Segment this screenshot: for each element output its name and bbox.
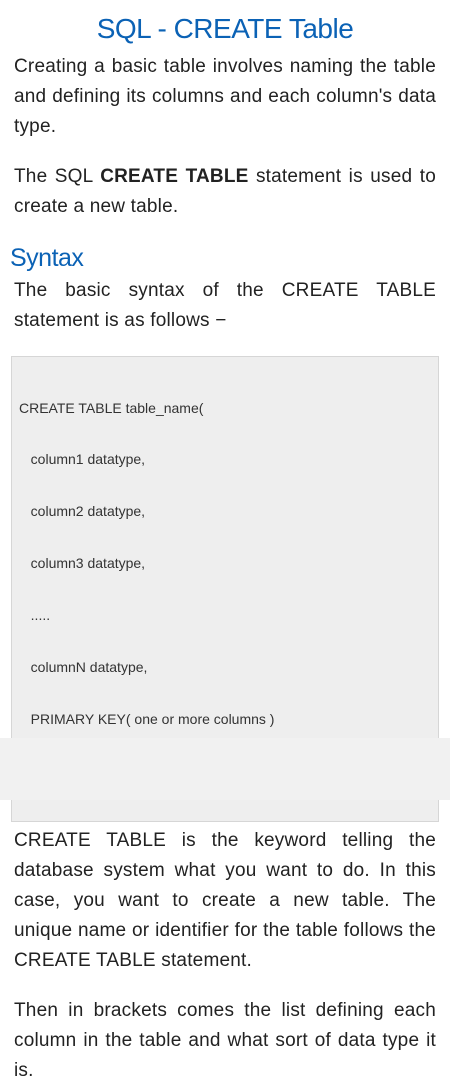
statement-keyword: CREATE TABLE bbox=[100, 166, 249, 187]
page-title: SQL - CREATE Table bbox=[96, 13, 354, 44]
syntax-heading: Syntax bbox=[10, 244, 84, 272]
statement-text-after: statement is used to create a new table. bbox=[14, 166, 436, 217]
syntax-intro-paragraph: The basic syntax of the CREATE TABLE statement is as follows − bbox=[14, 280, 436, 331]
code-line: ..... bbox=[19, 607, 51, 624]
code-line: column3 datatype, bbox=[19, 555, 146, 572]
bottom-bar bbox=[0, 738, 450, 800]
code-line: PRIMARY KEY( one or more columns ) bbox=[19, 710, 275, 727]
code-line: column2 datatype, bbox=[19, 503, 146, 520]
statement-paragraph bbox=[0, 162, 450, 222]
intro-paragraph: Creating a basic table involves naming the table and defining its columns and each column's data type. bbox=[14, 56, 436, 137]
code-line: column1 datatype, bbox=[19, 451, 146, 468]
brackets-paragraph: Then in brackets comes the list defining each column in the table and what sort of data type it is. bbox=[14, 999, 436, 1081]
code-line: columnN datatype, bbox=[19, 659, 148, 676]
code-line: CREATE TABLE table_name( bbox=[19, 399, 204, 416]
explanation-paragraph: CREATE TABLE is the keyword telling the database system what you want to do. In this case, you want to create a new table. The unique name or identifier for the table follows the CREATE TABLE statement. bbox=[14, 829, 436, 971]
statement-text-before: The SQL bbox=[14, 166, 101, 187]
